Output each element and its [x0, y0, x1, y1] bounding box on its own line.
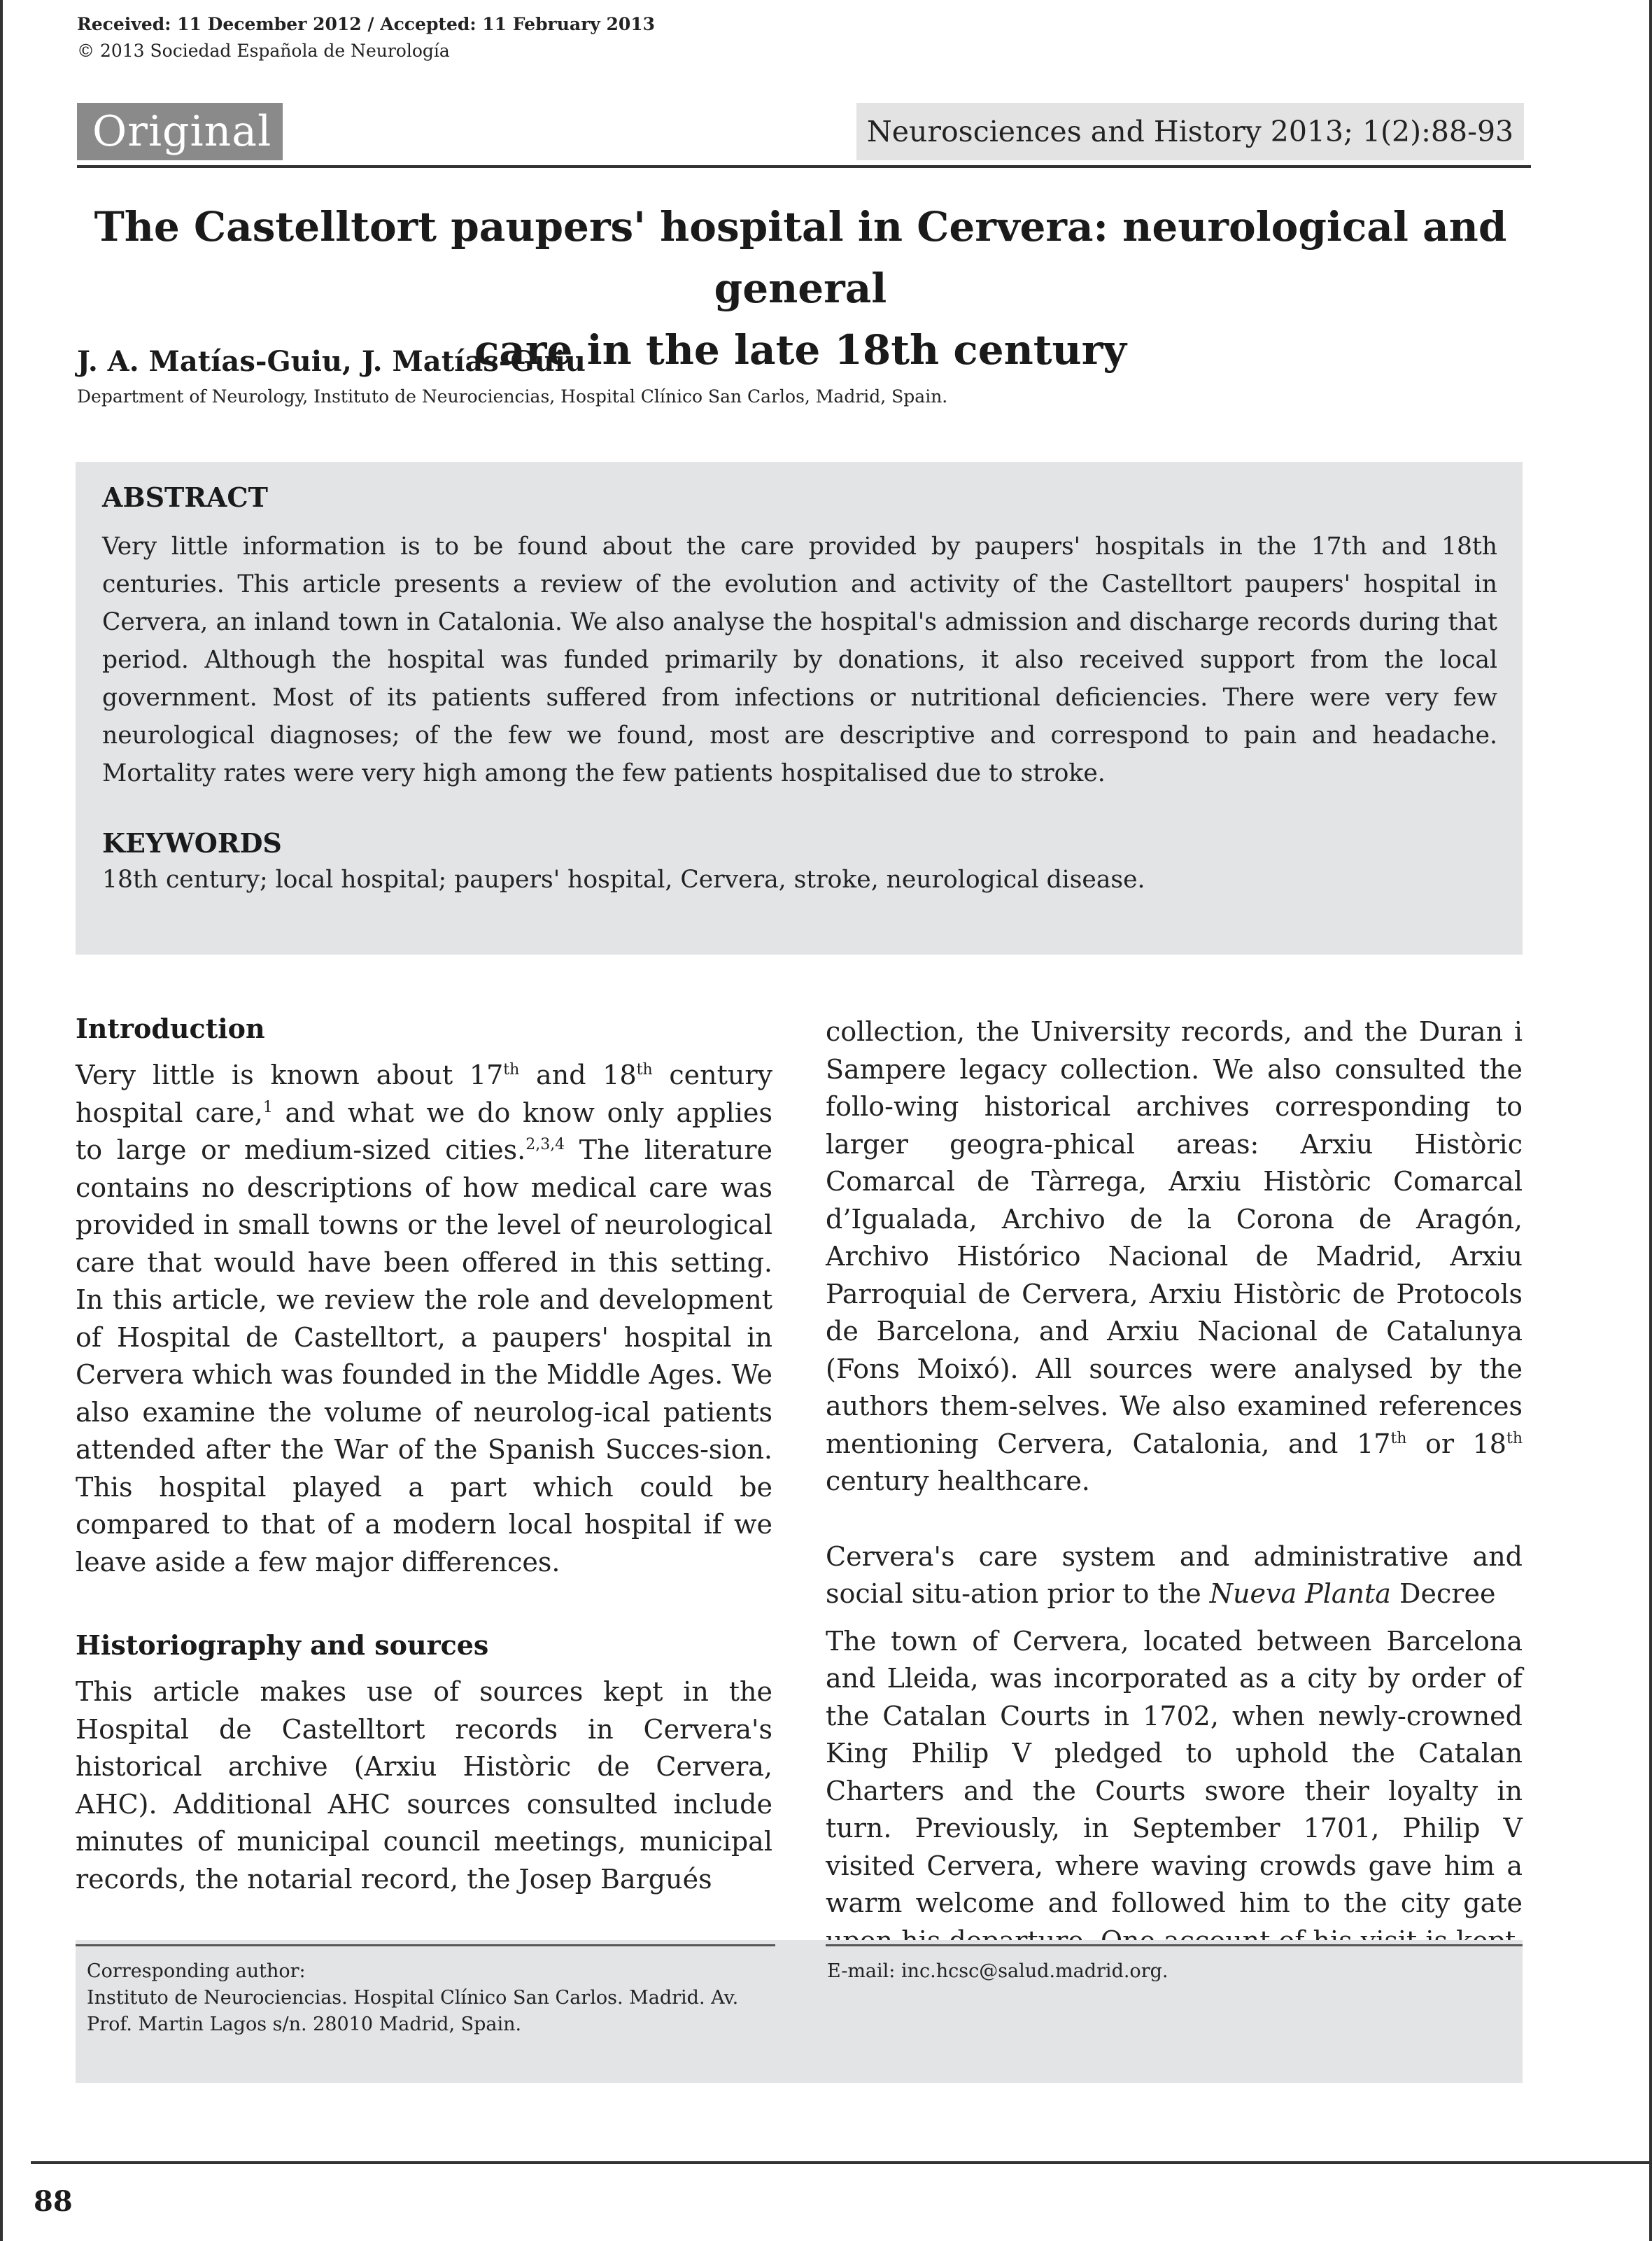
received-dates: Received: 11 December 2012 / Accepted: 11 February 2013 [77, 14, 656, 34]
historiography-paragraph-continued: collection, the University records, and the Duran i Sampere legacy collection. We also consulted the follo-wing historical archives corresponding to larger geogra-phical areas: Arxiu Històric Comarcal de Tàrrega, Arxiu Històric Comarcal d’Igualada, Archivo de la Corona de Aragón, Archivo Histórico Nacional de Madrid, Arxiu Parroquial de Cervera, Arxiu Històric de Protocols de Barcelona, and Arxiu Nacional de Catalunya (Fons Moixó). All sources were analysed by the authors them-selves. We also examined references mentioning Cervera, Catalonia, and 17th or 18th century healthcare. [826, 1016, 1523, 1496]
correspondence-divider-left [76, 1944, 775, 1946]
historiography-heading: Historiography and sources [76, 1629, 489, 1661]
correspondence-divider-right [826, 1944, 1523, 1946]
abstract-heading: ABSTRACT [102, 482, 268, 513]
header-divider [77, 165, 1531, 168]
article-title-line-1: The Castelltort paupers' hospital in Cervera: neurological and general [94, 203, 1507, 312]
journal-citation: Neurosciences and History 2013; 1(2):88-93 [856, 103, 1524, 160]
left-column [76, 1011, 772, 1898]
corresponding-author [87, 1958, 779, 2038]
footer-divider [31, 2161, 1652, 2164]
abstract-text: Very little information is to be found about the care provided by paupers' hospitals in the 17th and 18th centuries. This article presents a review of the evolution and activity of the Castelltort paupers' hospital in Cervera, an inland town in Catalonia. We also analyse the hospital's admission and discharge records during that period. Although the hospital was funded primarily by donations, it also received support from the local government. Most of its patients suffered from infections or nutritional deficiencies. There were very few neurological diagnoses; of the few we found, most are descriptive and correspond to pain and headache. Mortality rates were very high among the few patients hospitalised due to stroke. [102, 533, 1497, 787]
article-authors: J. A. Matías-Guiu, J. Matías-Guiu [77, 345, 586, 378]
page-number: 88 [34, 2185, 73, 2218]
introduction-heading: Introduction [76, 1013, 265, 1044]
corresponding-email: E-mail: inc.hcsc@salud.madrid.org. [827, 1960, 1169, 1982]
keywords-text: 18th century; local hospital; paupers' hospital, Cervera, stroke, neurological disease. [102, 866, 1145, 894]
keywords-heading: KEYWORDS [102, 827, 282, 859]
copyright-notice: © 2013 Sociedad Española de Neurología [77, 41, 450, 61]
introduction-paragraph: Very little is known about 17th and 18th century hospital care,$^1$ and what we do know only applies to large or medium-sized cities.$^{2,3,4}$ The literature contains no descriptions of how medical care was provided in small towns or the level of neurological care that would have been offered in this setting. In this article, we review the role and development of Hospital de Castelltort, a paupers' hospital in Cervera which was founded in the Middle Ages. We also examine the volume of neurolog-ical patients attended after the War of the Spanish Succes-sion. This hospital played a part which could be compared to that of a modern local hospital if we leave aside a few major differences. [76, 1060, 773, 1578]
article-type-badge: Original [77, 103, 283, 160]
right-column [826, 1013, 1523, 1960]
cervera-section-heading: Cervera's care system and administrative and social situ-ation prior to the Nueva Planta Decree [826, 1540, 1523, 1609]
historiography-paragraph: This article makes use of sources kept in the Hospital de Castelltort records in Cervera's historical archive (Arxiu Històric de Cervera, AHC). Additional AHC sources consulted include minutes of municipal council meetings, municipal records, the notarial record, the Josep Bargués [76, 1676, 772, 1895]
cervera-paragraph: The town of Cervera, located between Barcelona and Lleida, was incorporated as a city by order of the Catalan Courts in 1702, when newly-crowned King Philip V pledged to uphold the Catalan Charters and the Courts swore their loyalty in turn. Previously, in September 1701, Philip V visited Cervera, where waving crowds gave him a warm welcome and followed him to the city gate [826, 1625, 1523, 1918]
corresponding-author-label: Corresponding author: [87, 1960, 306, 1982]
abstract-box [76, 462, 1523, 955]
author-affiliation: Department of Neurology, Instituto de Neurociencias, Hospital Clínico San Carlos, Madrid, Spain. [77, 386, 948, 407]
article-title-line-2: care in the late 18th century [474, 326, 1127, 374]
corresponding-author-address: Instituto de Neurociencias. Hospital Clínico San Carlos. Madrid. Av. Prof. Martin Lagos s/n. 28010 Madrid, Spain. [87, 1987, 739, 2035]
